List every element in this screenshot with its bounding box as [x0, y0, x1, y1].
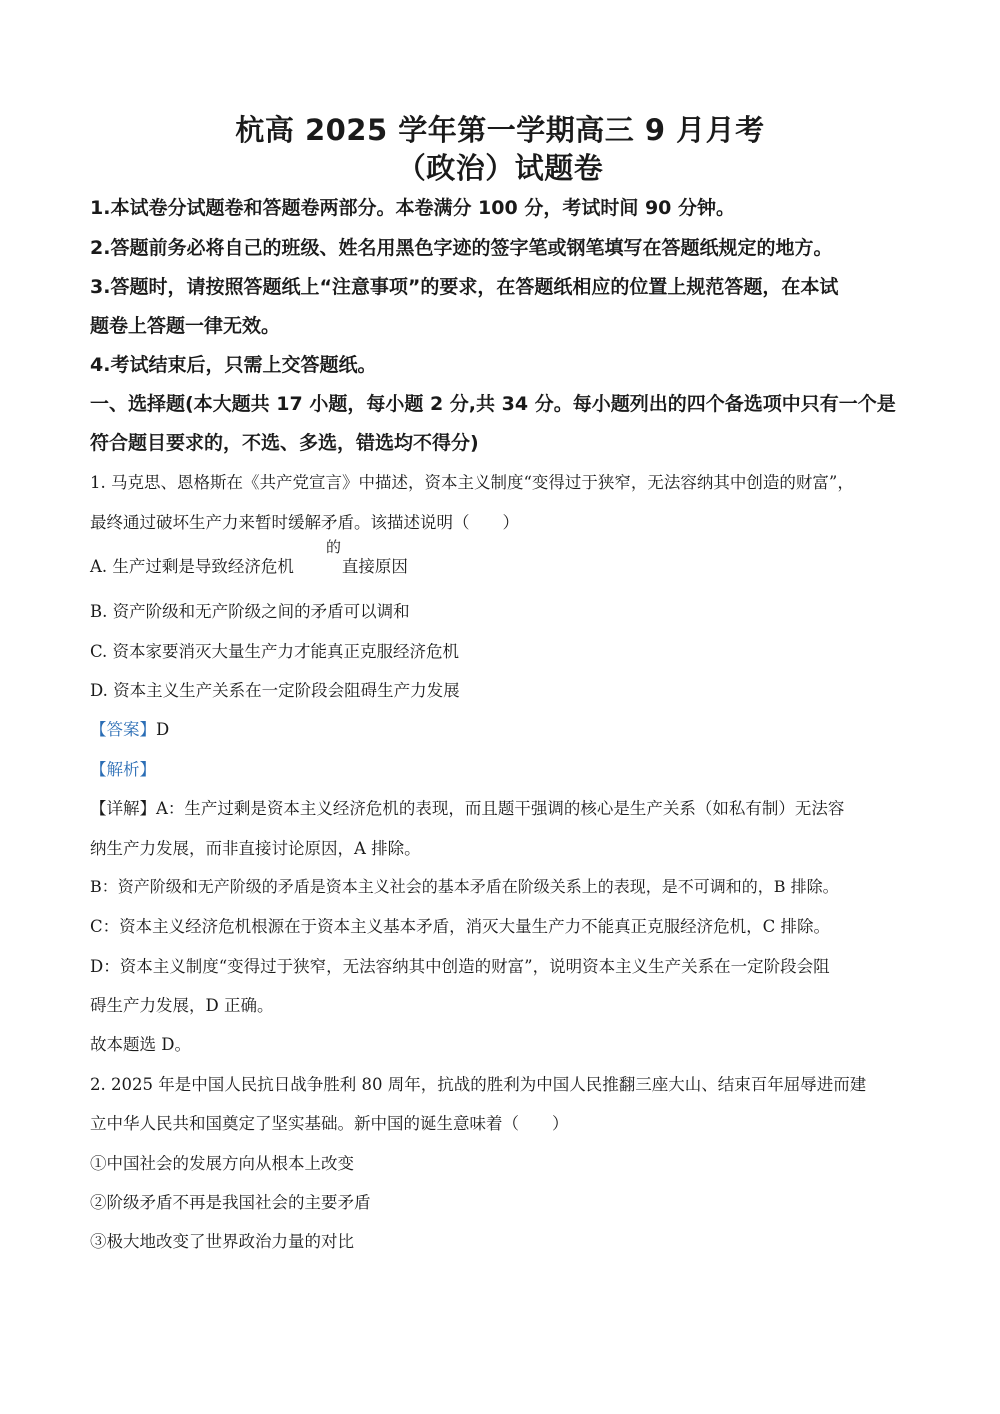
- q1-option-a-text: A. 生产过剩是导致经济危机: [90, 557, 294, 576]
- q1-option-a-de: 的: [326, 538, 342, 556]
- q1-stem: 1. 马克思、恩格斯在《共产党宣言》中描述，资本主义制度“变得过于狭窄，无法容纳其中创造的财富”，: [90, 473, 854, 492]
- detail-tag: 【详解】: [90, 799, 156, 818]
- q1-answer: [90, 716, 169, 740]
- instruction-4: 4.考试结束后，只需上交答题纸。: [90, 354, 377, 376]
- instruction-2: 2.答题前务必将自己的班级、姓名用黑色字迹的签字笔或钢笔填写在答题纸规定的地方。: [90, 237, 833, 259]
- instruction-3: 3.答题时，请按照答题纸上“注意事项”的要求，在答题纸相应的位置上规范答题，在本试: [90, 276, 839, 298]
- q1-stem-cont: 最终通过破坏生产力来暂时缓解矛盾。该描述说明（ ）: [90, 513, 519, 532]
- answer-value: D: [156, 720, 170, 739]
- q1-detail-a: [90, 795, 844, 819]
- q1-option-d: D. 资本主义生产关系在一定阶段会阻碍生产力发展: [90, 681, 460, 700]
- q1-option-c: C. 资本家要消灭大量生产力才能真正克服经济危机: [90, 642, 460, 661]
- exam-subtitle: （政治）试题卷: [396, 151, 604, 185]
- q1-detail-c: C：资本主义经济危机根源在于资本主义基本矛盾，消灭大量生产力不能真正克服经济危机，C 排除。: [90, 917, 830, 936]
- q2-stem: 2. 2025 年是中国人民抗日战争胜利 80 周年，抗战的胜利为中国人民推翻三座大山、结束百年屈辱进而建: [90, 1075, 867, 1094]
- q1-detail-b: B：资产阶级和无产阶级的矛盾是资本主义社会的基本矛盾在阶级关系上的表现，是不可调和的，B 排除。: [90, 877, 839, 896]
- q1-conclusion: 故本题选 D。: [90, 1035, 191, 1054]
- q1-detail-d: D：资本主义制度“变得过于狭窄，无法容纳其中创造的财富”，说明资本主义生产关系在一定阶段会阻: [90, 957, 830, 976]
- q1-option-b: B. 资产阶级和无产阶级之间的矛盾可以调和: [90, 602, 410, 621]
- q1-option-a-text-end: 直接原因: [341, 557, 408, 576]
- analysis-tag: 【解析】: [90, 760, 156, 779]
- q2-item-3: ③极大地改变了世界政治力量的对比: [90, 1232, 354, 1251]
- detail-a-text: A：生产过剩是资本主义经济危机的表现，而且题干强调的核心是生产关系（如私有制）无法容: [156, 799, 845, 818]
- q2-stem-cont: 立中华人民共和国奠定了坚实基础。新中国的诞生意味着（ ）: [90, 1114, 569, 1133]
- q2-item-1: ①中国社会的发展方向从根本上改变: [90, 1154, 354, 1173]
- instruction-3-cont: 题卷上答题一律无效。: [90, 315, 281, 337]
- section-heading: 一、选择题(本大题共 17 小题，每小题 2 分,共 34 分。每小题列出的四个备选项中只有一个是: [90, 393, 896, 415]
- q1-option-a: [90, 553, 408, 577]
- q1-detail-a-cont: 纳生产力发展，而非直接讨论原因，A 排除。: [90, 839, 421, 858]
- q1-detail-d-cont: 碍生产力发展，D 正确。: [90, 996, 274, 1015]
- section-heading-cont: 符合题目要求的，不选、多选，错选均不得分): [90, 432, 479, 454]
- q2-item-2: ②阶级矛盾不再是我国社会的主要矛盾: [90, 1193, 371, 1212]
- answer-tag: 【答案】: [90, 720, 156, 739]
- exam-title: 杭高 2025 学年第一学期高三 9 月月考: [235, 113, 765, 147]
- instruction-1: 1.本试卷分试题卷和答题卷两部分。本卷满分 100 分，考试时间 90 分钟。: [90, 197, 735, 219]
